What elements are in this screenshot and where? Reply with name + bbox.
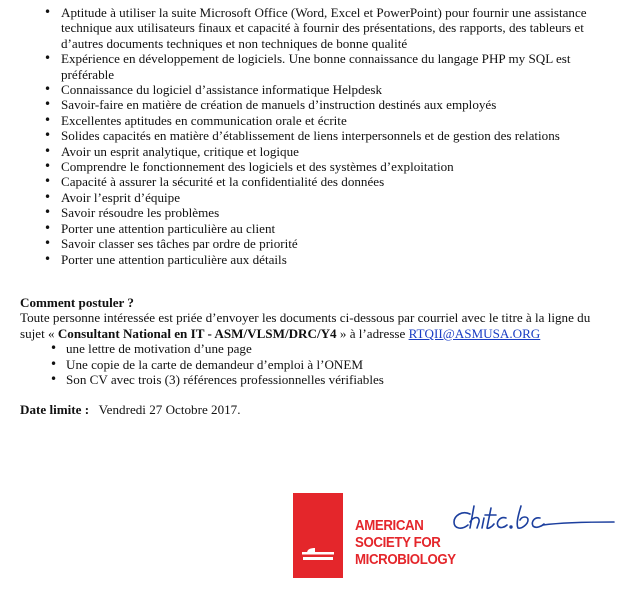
logo-line: MICROBIOLOGY bbox=[355, 552, 456, 568]
logo-line: SOCIETY FOR bbox=[355, 535, 441, 551]
list-item: • Son CV avec trois (3) références professionnelles vérifiables bbox=[50, 372, 610, 387]
list-item: • Avoir l’esprit d’équipe bbox=[44, 190, 604, 205]
deadline-value: Vendredi 27 Octobre 2017. bbox=[98, 402, 241, 417]
email-subject: Consultant National en IT - ASM/VLSM/DRC/Y4 bbox=[57, 325, 337, 341]
email-link[interactable]: RTQII@ASMUSA.ORG bbox=[408, 325, 541, 341]
logo-wordmark bbox=[355, 518, 456, 569]
apply-intro-text: Toute personne intéressée est priée d’envoyer les documents ci-dessous par courriel avec le titre à la ligne du sujet « bbox=[20, 310, 591, 341]
logo-line: AMERICAN bbox=[355, 518, 424, 534]
list-item: • Capacité à assurer la sécurité et la confidentialité des données bbox=[44, 174, 604, 189]
list-item: • Avoir un esprit analytique, critique et logique bbox=[44, 144, 604, 159]
list-item: • Porter une attention particulière aux détails bbox=[44, 252, 604, 267]
list-item: • Savoir résoudre les problèmes bbox=[44, 205, 604, 220]
list-item: • Une copie de la carte de demandeur d’emploi à l’ONEM bbox=[50, 357, 610, 372]
list-item: • Expérience en développement de logiciels. Une bonne connaissance du langage PHP my SQL est préférable bbox=[44, 51, 604, 82]
apply-heading: Comment postuler ? bbox=[20, 295, 134, 310]
list-item: • Solides capacités en matière d’établissement de liens interpersonnels et de gestion des relations bbox=[44, 128, 604, 143]
deadline bbox=[20, 402, 240, 417]
petri-dish-logo-icon bbox=[293, 493, 343, 578]
apply-mid-text: » à l’adresse bbox=[336, 325, 409, 341]
requirements-list bbox=[44, 5, 604, 267]
list-item: • Savoir-faire en matière de création de manuels d’instruction destinés aux employés bbox=[44, 97, 604, 112]
documents-list bbox=[20, 341, 610, 387]
apply-section bbox=[20, 295, 610, 387]
deadline-label: Date limite : bbox=[20, 402, 90, 417]
handwritten-signature bbox=[448, 498, 618, 538]
list-item: • Connaissance du logiciel d’assistance informatique Helpdesk bbox=[44, 82, 604, 97]
list-item: • Aptitude à utiliser la suite Microsoft Office (Word, Excel et PowerPoint) pour fournir une assistance technique aux utilisateurs finaux et capacité à fournir des présentations, des rapports, des tableurs et d’autres documents techniques et non techniques de bonne qualité bbox=[44, 5, 604, 51]
list-item: • Excellentes aptitudes en communication orale et écrite bbox=[44, 113, 604, 128]
list-item: • une lettre de motivation d’une page bbox=[50, 341, 610, 356]
apply-instructions bbox=[20, 310, 610, 341]
list-item: • Savoir classer ses tâches par ordre de priorité bbox=[44, 236, 604, 251]
list-item: • Comprendre le fonctionnement des logiciels et des systèmes d’exploitation bbox=[44, 159, 604, 174]
list-item: • Porter une attention particulière au client bbox=[44, 221, 604, 236]
